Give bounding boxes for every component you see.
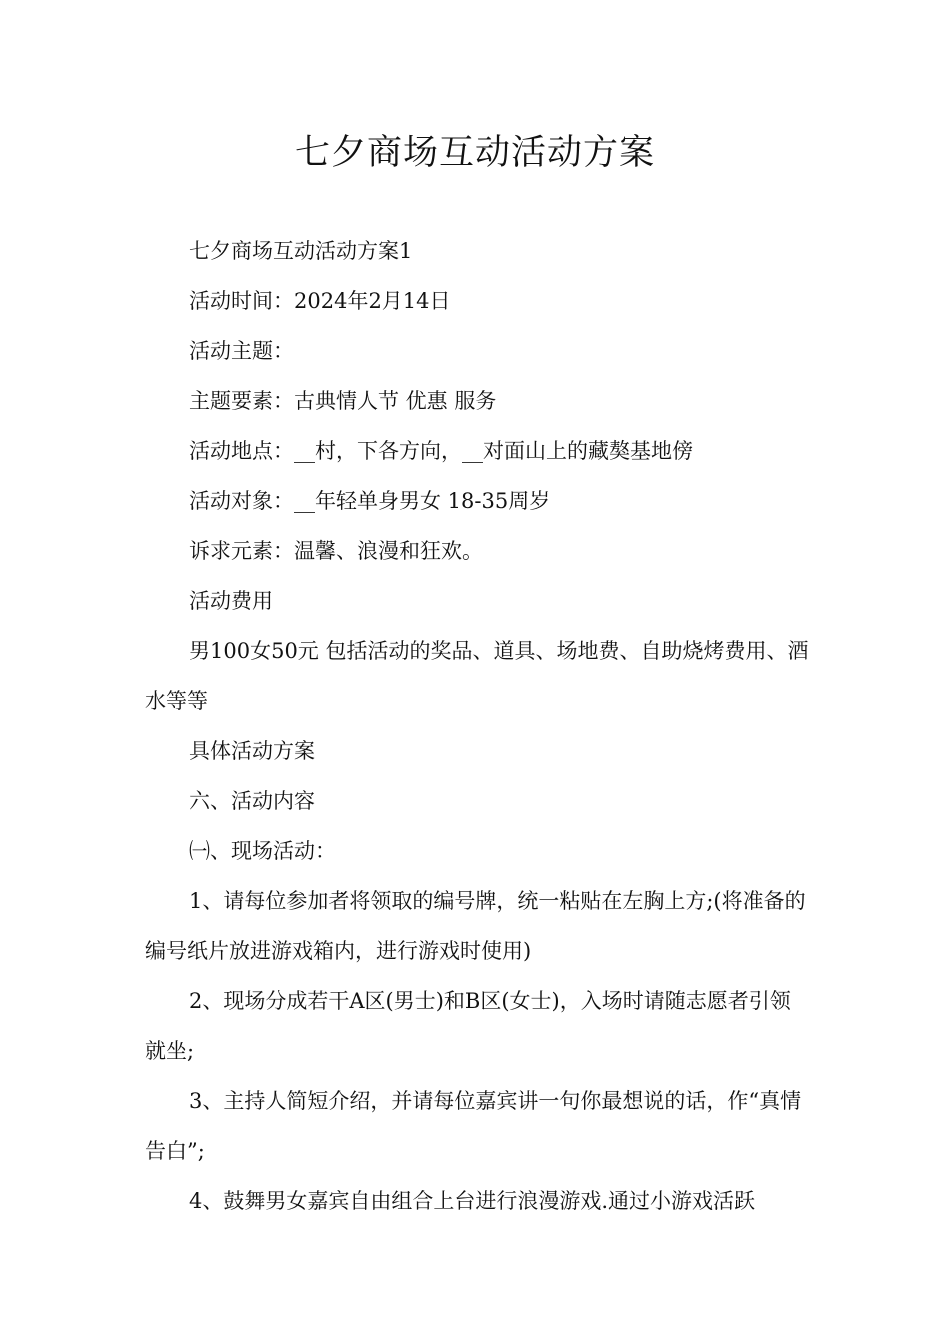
paragraph-activity-audience: 活动对象：__年轻单身男女 18-35周岁 — [189, 489, 551, 513]
paragraph-specific-plan: 具体活动方案 — [189, 739, 315, 763]
paragraph-theme-elements: 主题要素：古典情人节 优惠 服务 — [189, 389, 497, 413]
paragraph-section-six: 六、活动内容 — [189, 789, 315, 813]
paragraph-activity-theme: 活动主题： — [189, 339, 294, 363]
paragraph-appeal-elements: 诉求元素：温馨、浪漫和狂欢。 — [189, 539, 483, 563]
paragraph-item-4: 4、鼓舞男女嘉宾自由组合上台进行浪漫游戏.通过小游戏活跃 — [189, 1189, 756, 1213]
paragraph-activity-time: 活动时间：2024年2月14日 — [189, 289, 451, 313]
document-title: 七夕商场互动活动方案 — [294, 133, 655, 173]
paragraph-activity-cost: 男100女50元 包括活动的奖品、道具、场地费、自助烧烤费用、酒水等等 — [145, 639, 809, 713]
paragraph-activity-cost-heading: 活动费用 — [189, 589, 273, 613]
paragraph-item-2: 2、现场分成若干A区(男士)和B区(女士)，入场时请随志愿者引领就坐; — [145, 989, 791, 1063]
paragraph-plan-heading: 七夕商场互动活动方案1 — [189, 239, 413, 263]
paragraph-item-3: 3、主持人简短介绍，并请每位嘉宾讲一句你最想说的话，作“真情告白”; — [145, 1089, 802, 1163]
paragraph-activity-location: 活动地点：__村，下各方向，__对面山上的藏獒基地傍 — [189, 439, 693, 463]
paragraph-item-1: 1、请每位参加者将领取的编号牌，统一粘贴在左胸上方;(将准备的编号纸片放进游戏箱内，进行游戏时使用) — [145, 889, 806, 963]
paragraph-onsite-activities: ㈠、现场活动： — [189, 839, 336, 863]
document-body — [145, 226, 809, 1226]
